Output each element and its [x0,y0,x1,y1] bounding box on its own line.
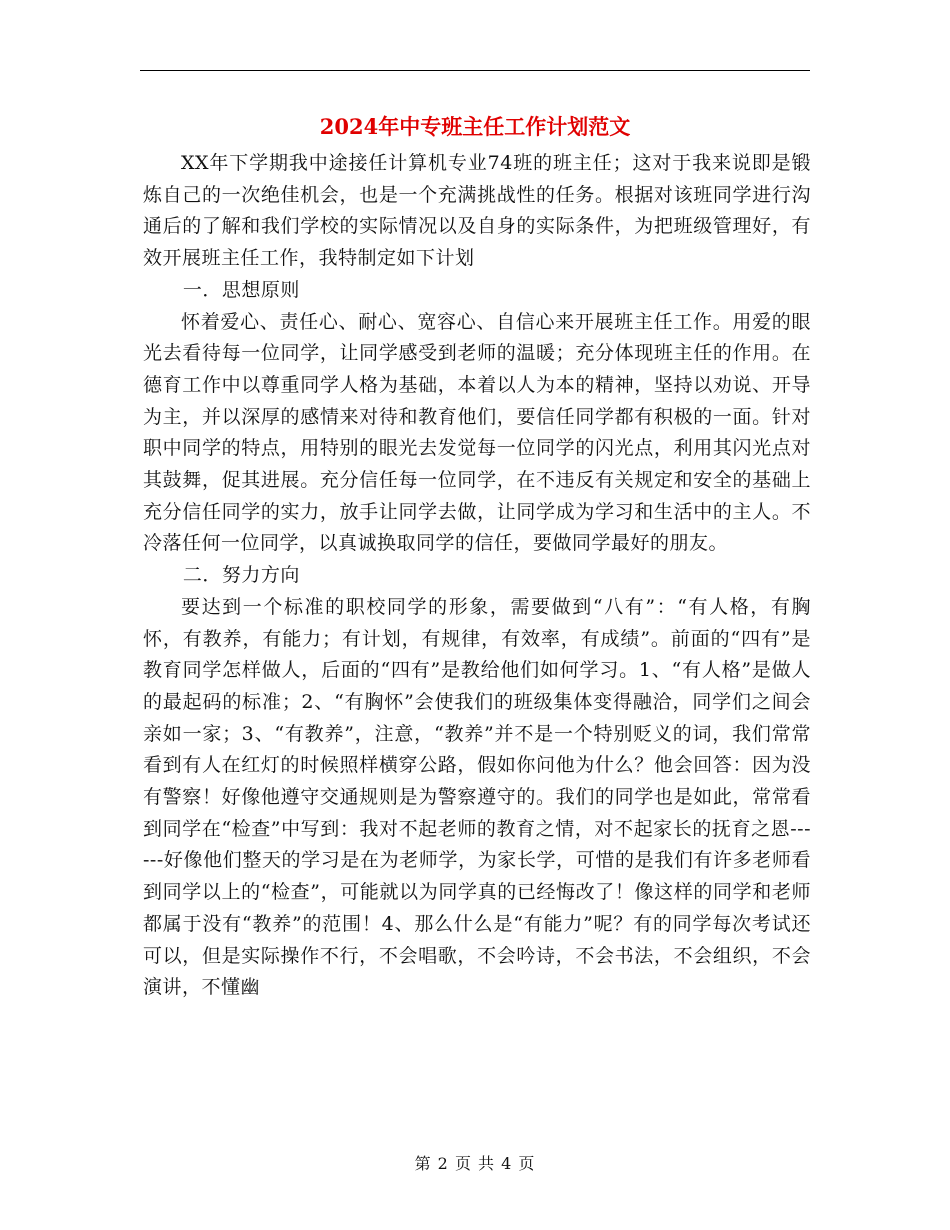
section-heading-principles: 一．思想原则 [182,278,300,301]
document-body [143,148,811,1004]
header-rule [140,70,810,71]
section-heading-direction: 二．努力方向 [182,564,300,587]
principles-paragraph: 怀着爱心、责任心、耐心、宽容心、自信心来开展班主任工作。用爱的眼光去看待每一位同学，让同学感受到老师的温暖；充分体现班主任的作用。在德育工作中以尊重同学人格为基础，本着以人为本的精神，坚持以劝说、开导为主，并以深厚的感情来对待和教育他们，要信任同学都有积极的一面。针对职中同学的特点，用特别的眼光去发觉每一位同学的闪光点，利用其闪光点对其鼓舞，促其进展。充分信任每一位同学，在不违反有关规定和安全的基础上充分信任同学的实力，放手让同学去做，让同学成为学习和生活中的主人。不冷落任何一位同学，以真诚换取同学的信任，要做同学最好的朋友。 [143,310,811,555]
intro-paragraph: XX年下学期我中途接任计算机专业74班的班主任；这对于我来说即是锻炼自己的一次绝佳机会，也是一个充满挑战性的任务。根据对该班同学进行沟通后的了解和我们学校的实际情况以及自身的实际条件，为把班级管理好，有效开展班主任工作，我特制定如下计划 [143,152,811,270]
direction-paragraph: 要达到一个标准的职校同学的形象，需要做到“八有”：“有人格，有胸怀，有教养，有能力；有计划，有规律，有效率，有成绩”。前面的“四有”是教育同学怎样做人，后面的“四有”是教给他们如何学习。1、“有人格”是做人的最起码的标准；2、“有胸怀”会使我们的班级集体变得融洽，同学们之间会亲如一家；3、“有教养”，注意，“教养”并不是一个特别贬义的词，我们常常看到有人在红灯的时候照样横穿公路，假如你问他为什么？他会回答：因为没有警察！好像他遵守交通规则是为警察遵守的。我们的同学也是如此，常常看到同学在“检查”中写到：我对不起老师的教育之情，对不起家长的抚育之恩------好像他们整天的学习是在为老师学，为家长学，可惜的是我们有许多老师看到同学以上的“检查”，可能就以为同学真的已经悔改了！像这样的同学和老师都属于没有“教养”的范围！4、那么什么是“有能力”呢？有的同学每次考试还可以，但是实际操作不行，不会唱歌，不会吟诗，不会书法，不会组织，不会演讲，不懂幽 [143,595,811,999]
page-number-footer: 第 2 页 共 4 页 [414,1154,536,1173]
document-title: 2024年中专班主任工作计划范文 [319,114,631,139]
